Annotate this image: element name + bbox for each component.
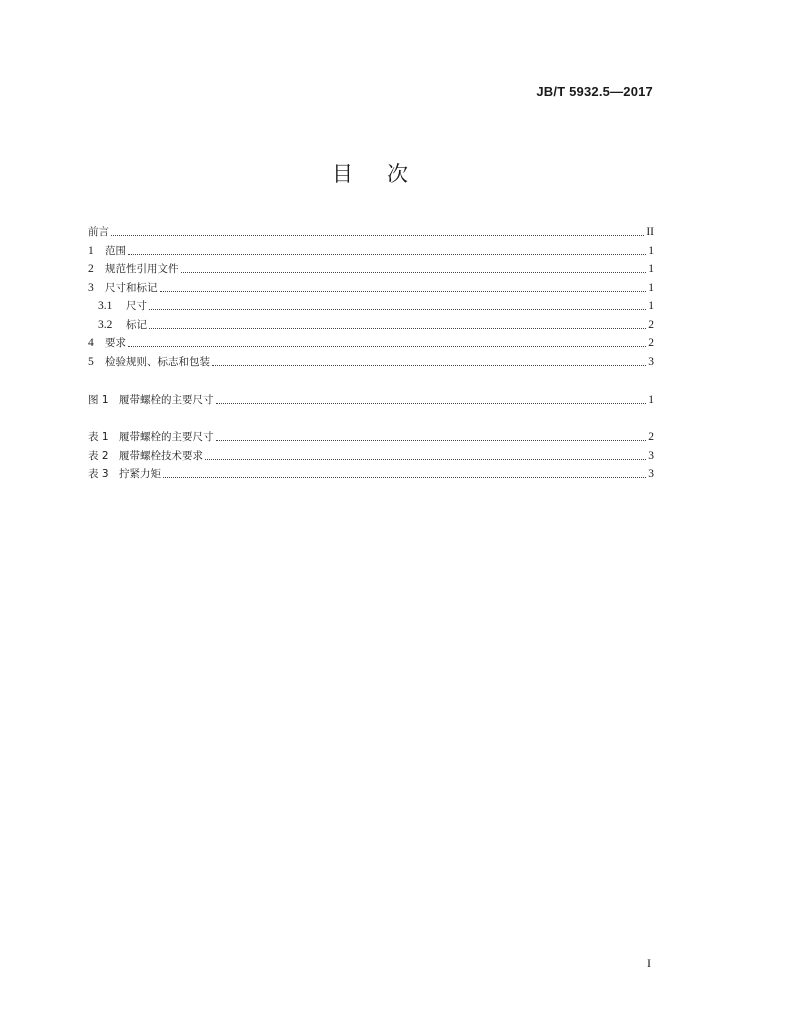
toc-table-1[interactable] (88, 428, 654, 444)
toc-table-3[interactable] (88, 465, 654, 481)
toc-entry-requirements[interactable] (88, 334, 654, 350)
page-number: I (647, 956, 651, 970)
standard-code: JB/T 5932.5—2017 (536, 84, 653, 99)
toc-table-page: 3 (648, 450, 654, 462)
toc-entry-number: 3.1 (98, 300, 113, 312)
toc-entry-marking[interactable] (98, 316, 654, 332)
toc-table-number: 表 1 (88, 431, 109, 443)
toc-entry-number: 2 (88, 263, 94, 275)
toc-leader (216, 439, 647, 441)
toc-entry-page: 1 (648, 263, 654, 275)
toc-figure-text: 履带螺栓的主要尺寸 (119, 394, 214, 406)
toc-entry-page: 3 (648, 356, 654, 368)
toc-leader (128, 345, 646, 347)
toc-leader (216, 402, 647, 404)
toc-entry-text: 前言 (88, 226, 109, 238)
toc-leader (149, 327, 646, 329)
toc-entry-number: 3 (88, 282, 94, 294)
toc-entry-inspection-rules[interactable] (88, 353, 654, 369)
toc-entry-text: 标记 (126, 319, 147, 331)
toc-entry-number: 4 (88, 337, 94, 349)
toc-figure-1[interactable] (88, 391, 654, 407)
title-char-1: 目 (332, 162, 353, 186)
toc-entry-dimensions-marking[interactable] (88, 279, 654, 295)
toc-table-text: 拧紧力矩 (119, 468, 161, 480)
page-title (0, 158, 740, 188)
toc-entry-text: 尺寸和标记 (105, 282, 158, 294)
toc-entry-page: 2 (648, 319, 654, 331)
toc-table-page: 2 (648, 431, 654, 443)
toc-leader (149, 308, 646, 310)
toc-entry-page: 1 (648, 282, 654, 294)
title-char-2: 次 (387, 162, 408, 186)
toc-table-text: 履带螺栓技术要求 (119, 450, 203, 462)
toc-figure-number: 图 1 (88, 394, 109, 406)
toc-entry-dimensions[interactable] (98, 297, 654, 313)
toc-entry-page: 1 (648, 300, 654, 312)
toc-table-number: 表 3 (88, 468, 109, 480)
toc-table-2[interactable] (88, 447, 654, 463)
toc-leader (128, 253, 646, 255)
toc-table-text: 履带螺栓的主要尺寸 (119, 431, 214, 443)
toc-entry-text: 尺寸 (126, 300, 147, 312)
toc-entry-page: 1 (648, 245, 654, 257)
toc-leader (163, 476, 646, 478)
toc-leader (111, 234, 644, 236)
toc-entry-normative-references[interactable] (88, 260, 654, 276)
toc-figure-page: 1 (648, 394, 654, 406)
toc-leader (181, 271, 647, 273)
toc-entry-text: 要求 (105, 337, 126, 349)
toc-leader (205, 458, 646, 460)
toc-entry-scope[interactable] (88, 242, 654, 258)
toc-entry-text: 规范性引用文件 (105, 263, 179, 275)
toc-entry-text: 范围 (105, 245, 126, 257)
toc-table-number: 表 2 (88, 450, 109, 462)
toc-entry-foreword[interactable] (88, 223, 654, 239)
toc-entry-number: 1 (88, 245, 94, 257)
toc-entry-page: 2 (648, 337, 654, 349)
toc-entry-number: 3.2 (98, 319, 113, 331)
toc-leader (212, 364, 646, 366)
toc-entry-number: 5 (88, 356, 94, 368)
toc-leader (160, 290, 647, 292)
toc-table-page: 3 (648, 468, 654, 480)
toc-entry-text: 检验规则、标志和包装 (105, 356, 210, 368)
toc-entry-page: II (646, 226, 654, 238)
